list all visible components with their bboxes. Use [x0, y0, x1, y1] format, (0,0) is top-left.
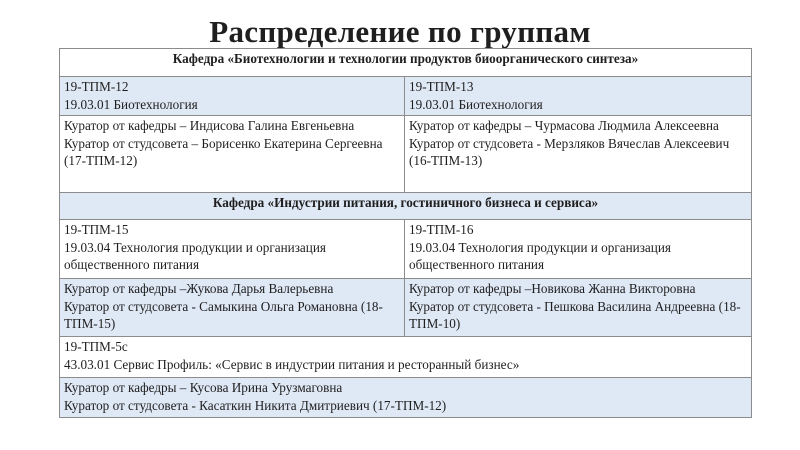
table-row	[60, 49, 752, 77]
group-program: 19.03.04 Технология продукции и организация общественного питания	[64, 239, 326, 272]
department-header-biotech	[60, 49, 752, 77]
department-name: Кафедра «Биотехнологии и технологии продуктов биоорганического синтеза»	[172, 51, 639, 66]
council-curator: Куратор от студсовета - Самыкина Ольга Романовна (18-ТПМ-15)	[64, 298, 383, 331]
group-cell	[60, 220, 405, 279]
group-cell	[60, 337, 752, 378]
group-code: 19-ТПМ-12	[64, 79, 129, 94]
dept-curator: Куратор от кафедры – Кусова Ирина Урузмаговна	[64, 380, 343, 395]
dept-curator: Куратор от кафедры – Индисова Галина Евгеньевна	[64, 118, 355, 133]
council-curator: Куратор от студсовета – Борисенко Екатерина Сергеевна (17-ТПМ-12)	[64, 135, 383, 168]
curator-cell	[405, 279, 752, 337]
group-code: 19-ТПМ-16	[409, 222, 474, 237]
group-cell	[405, 77, 752, 116]
table-row	[60, 77, 752, 116]
group-program: 19.03.01 Биотехнология	[409, 96, 543, 112]
table-row	[60, 193, 752, 220]
groups-table	[59, 48, 752, 418]
curator-cell	[60, 279, 405, 337]
council-curator: Куратор от студсовета - Касаткин Никита Дмитриевич (17-ТПМ-12)	[64, 397, 447, 413]
dept-curator: Куратор от кафедры – Чурмасова Людмила Алексеевна	[409, 118, 719, 133]
curator-cell	[60, 116, 405, 193]
table-row	[60, 116, 752, 193]
council-curator: Куратор от студсовета - Пешкова Василина Андреевна (18-ТПМ-10)	[409, 298, 741, 331]
curator-cell	[405, 116, 752, 193]
table-row	[60, 337, 752, 378]
curator-cell	[60, 378, 752, 418]
group-program: 43.03.01 Сервис Профиль: «Сервис в индустрии питания и ресторанный бизнес»	[64, 356, 520, 372]
department-name: Кафедра «Индустрии питания, гостиничного бизнеса и сервиса»	[212, 195, 599, 210]
group-cell	[405, 220, 752, 279]
table-row	[60, 220, 752, 279]
council-curator: Куратор от студсовета - Мерзляков Вячеслав Алексеевич (16-ТПМ-13)	[409, 135, 730, 168]
group-code: 19-ТПМ-13	[409, 79, 474, 94]
dept-curator: Куратор от кафедры –Жукова Дарья Валерьевна	[64, 281, 334, 296]
group-program: 19.03.04 Технология продукции и организация общественного питания	[409, 239, 671, 272]
table-row	[60, 279, 752, 337]
table-row	[60, 378, 752, 418]
dept-curator: Куратор от кафедры –Новикова Жанна Викторовна	[409, 281, 696, 296]
page-title: Распределение по группам	[209, 14, 591, 49]
department-header-food-industry	[60, 193, 752, 220]
group-cell	[60, 77, 405, 116]
group-program: 19.03.01 Биотехнология	[64, 96, 198, 112]
group-code: 19-ТПМ-15	[64, 222, 129, 237]
group-code: 19-ТПМ-5с	[64, 339, 128, 354]
